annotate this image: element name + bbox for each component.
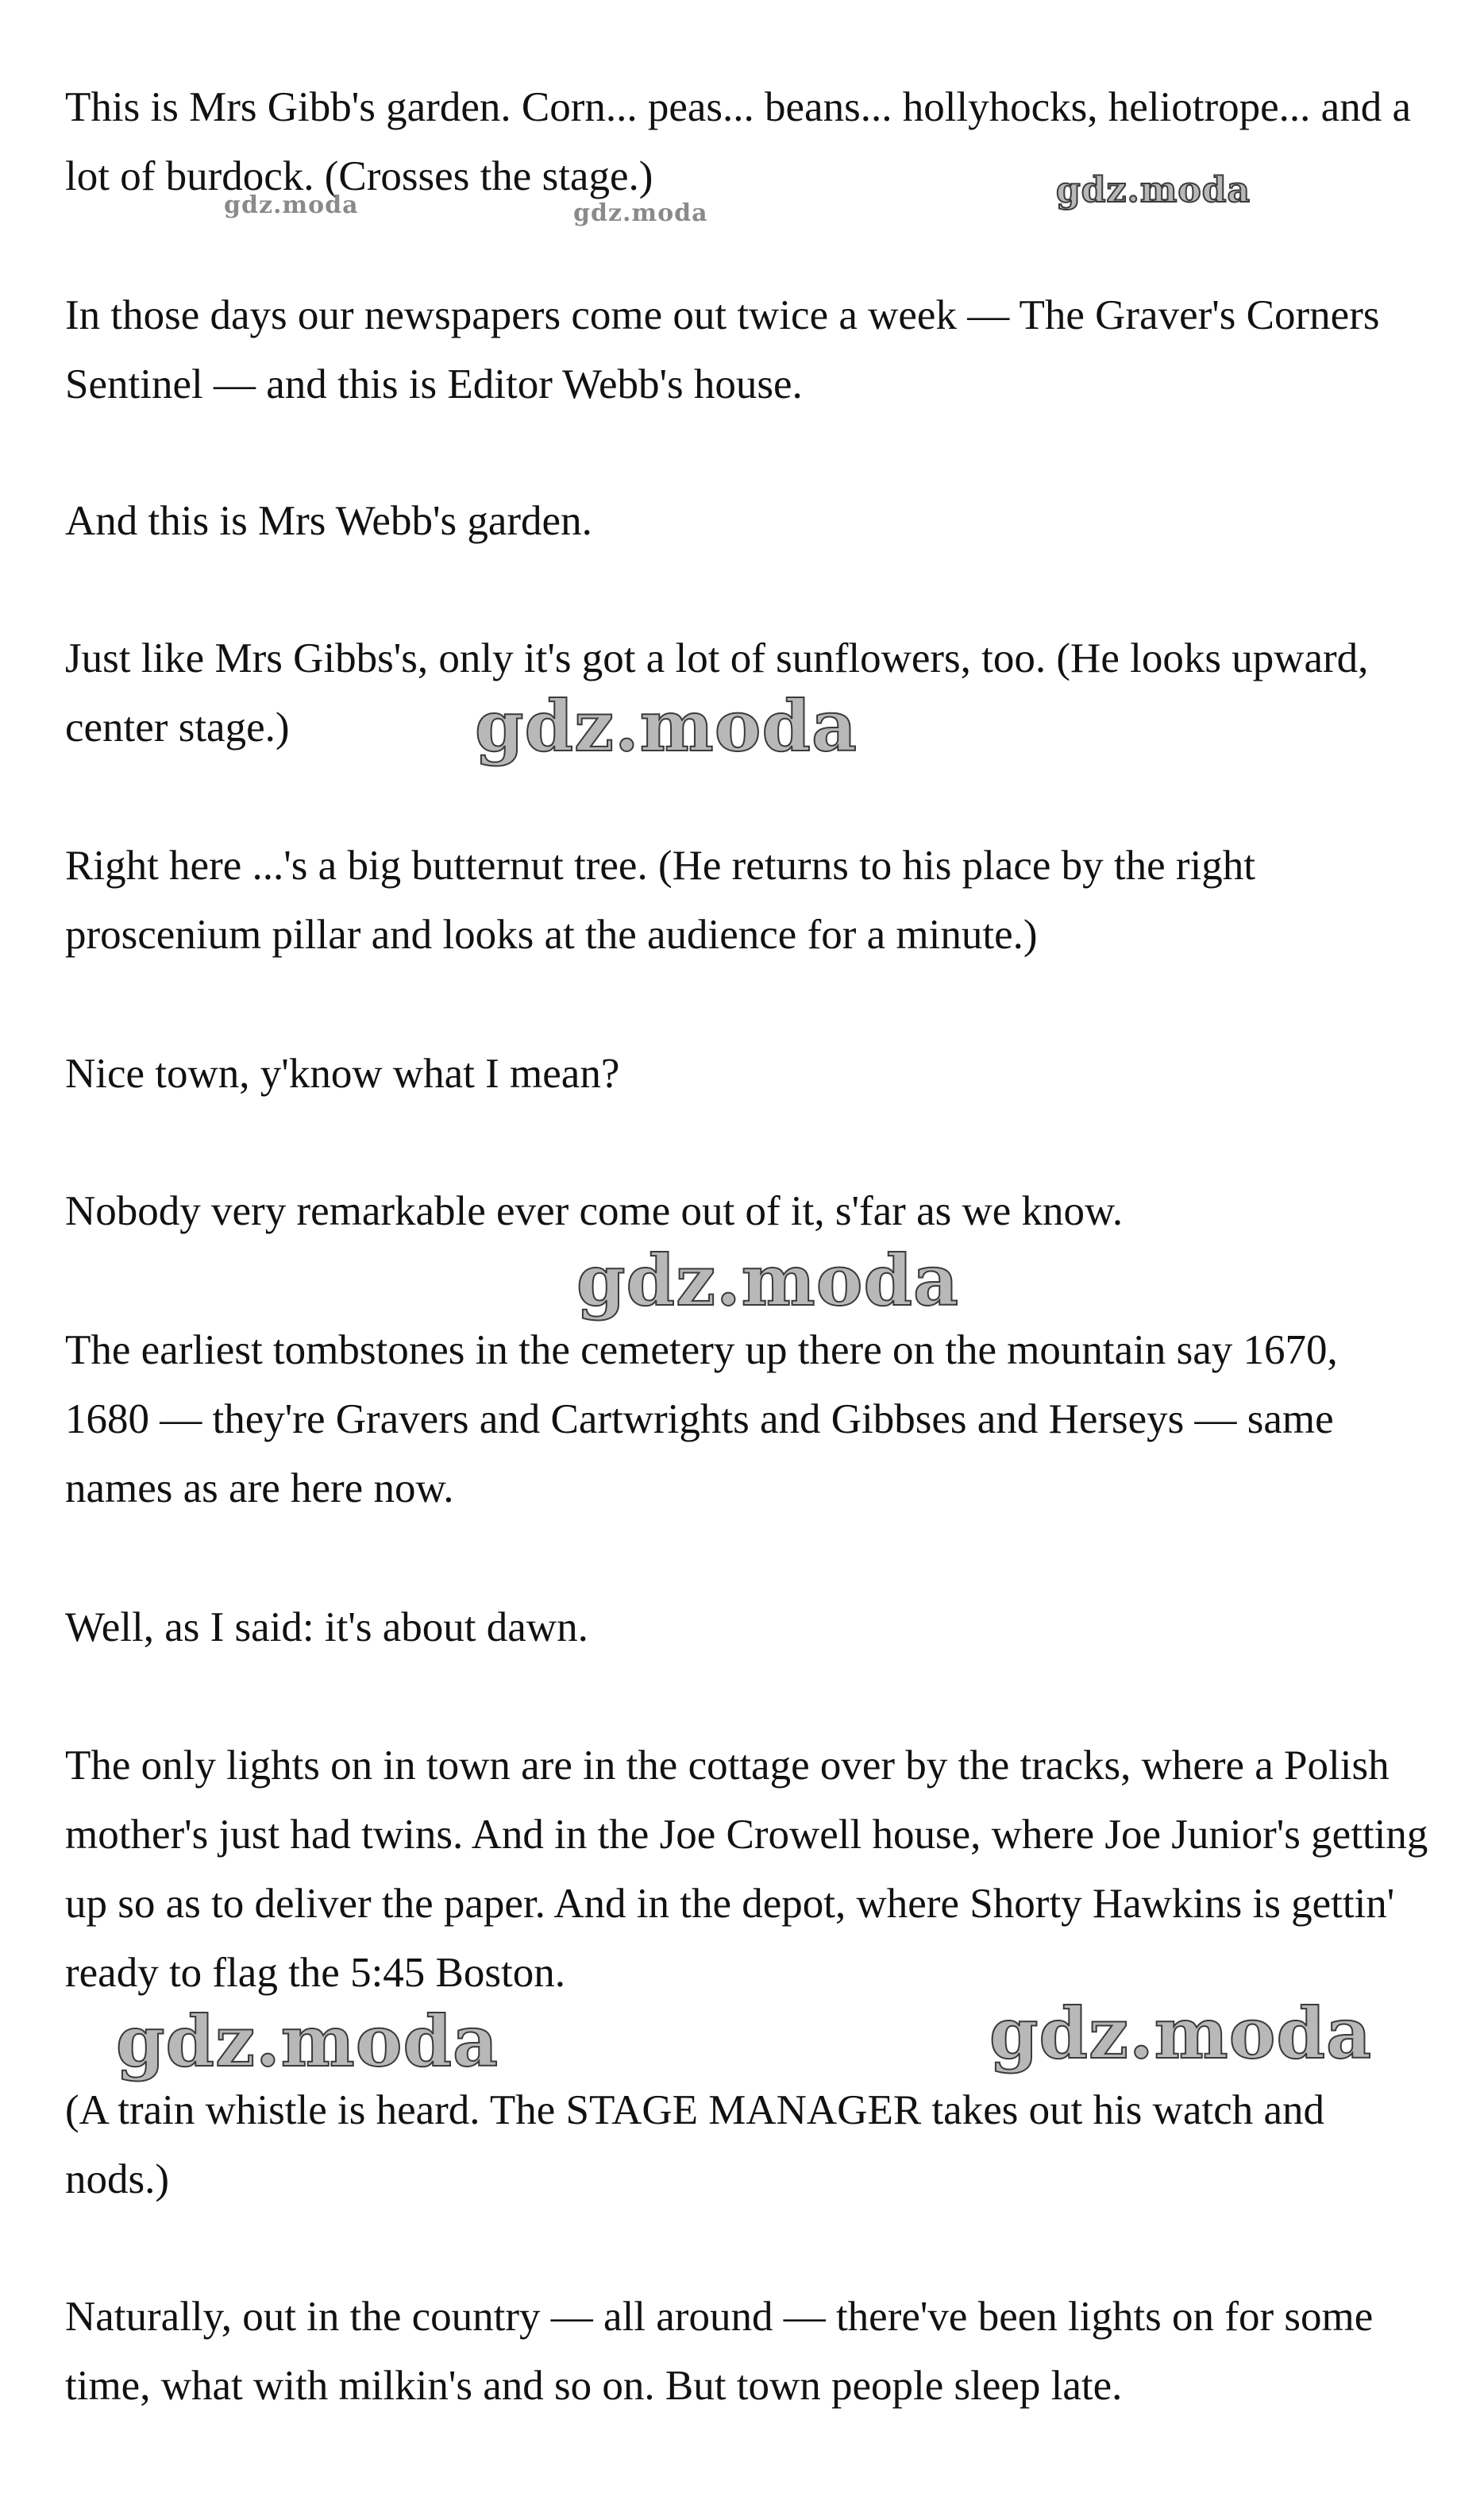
paragraph-3: And this is Mrs Webb's garden.: [65, 498, 592, 544]
paragraph-9: Well, as I said: it's about dawn.: [65, 1604, 588, 1650]
watermark-1: gdz.moda: [224, 191, 359, 219]
paragraph-7: Nobody very remarkable ever come out of it, s'far as we know.: [65, 1188, 1124, 1234]
paragraph-10: The only lights on in town are in the cottage over by the tracks, where a Polish mother's just had twins. And in the Joe Crowell house, where Joe Junior's getting up so as to deliver the paper. And in the depot, where Shorty Hawkins is gettin' ready to flag the 5:45 Boston.: [65, 1742, 1428, 1996]
paragraph-4: Just like Mrs Gibbs's, only it's got a lot of sunflowers, too. (He looks upward, center stage.): [65, 635, 1369, 751]
watermark-2: gdz.moda: [573, 199, 708, 227]
watermark-7: gdz.moda: [989, 1992, 1373, 2074]
watermark-4: gdz.moda: [475, 685, 858, 767]
watermark-6: gdz.moda: [116, 2000, 499, 2082]
paragraph-6: Nice town, y'know what I mean?: [65, 1051, 620, 1097]
watermark-5: gdz.moda: [576, 1239, 960, 1322]
paragraph-11: (A train whistle is heard. The STAGE MANAGER takes out his watch and nods.): [65, 2087, 1324, 2202]
paragraph-1: This is Mrs Gibb's garden. Corn... peas... beans... hollyhocks, heliotrope... and a lot of burdock. (Crosses the stage.): [65, 84, 1411, 199]
paragraph-5: Right here ...'s a big butternut tree. (He returns to his place by the right proscenium pillar and looks at the audience for a minute.): [65, 843, 1256, 958]
paragraph-12: Naturally, out in the country — all around — there've been lights on for some time, what with milkin's and so on. But town people sleep late.: [65, 2294, 1374, 2409]
paragraph-8: The earliest tombstones in the cemetery up there on the mountain say 1670, 1680 — they're Gravers and Cartwrights and Gibbses and Herseys — same names as are here now.: [65, 1327, 1338, 1511]
watermark-3: gdz.moda: [1056, 170, 1251, 210]
paragraph-2: In those days our newspapers come out twice a week — The Graver's Corners Sentinel — and this is Editor Webb's house.: [65, 292, 1380, 407]
